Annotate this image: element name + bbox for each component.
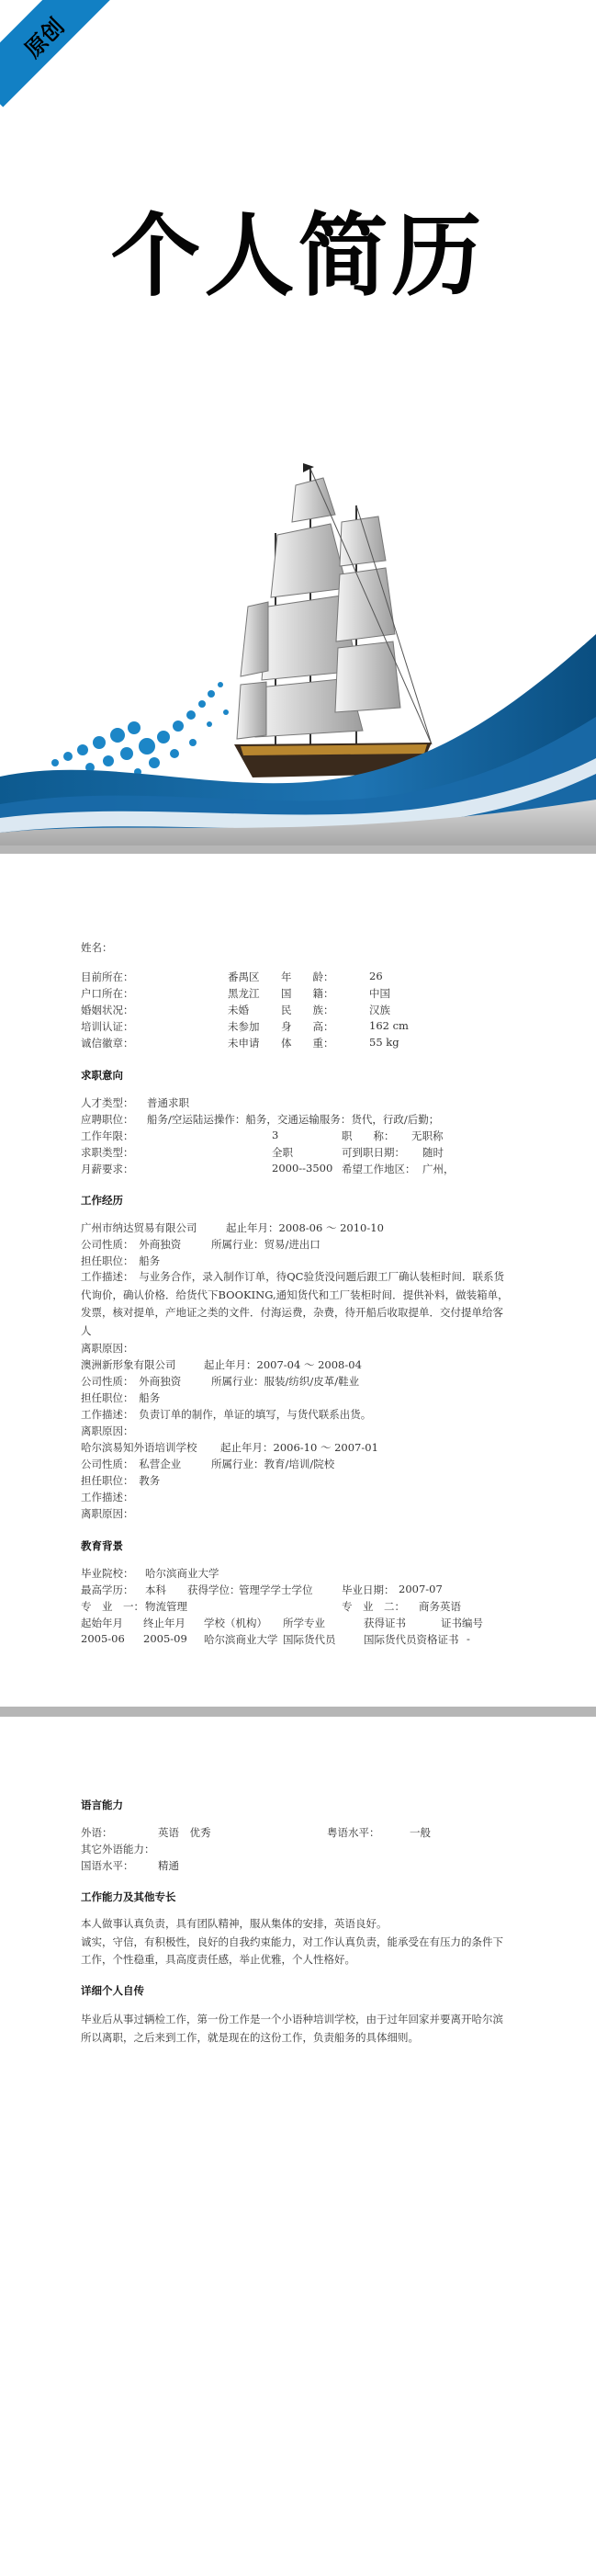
job-company: 广州市纳达贸易有限公司 [81,1221,197,1234]
page-separator [0,1707,596,1717]
cover-page [0,0,596,845]
basic-label: 身 高： [281,1020,334,1033]
intent-value: 广州， [422,1163,455,1175]
job-period: 起止年月：2008-06 ～ 2010-10 [226,1221,384,1234]
basic-value: 中国 [369,987,390,1000]
basic-value: 未申请 [228,1037,260,1050]
edu-label: 毕业日期： [342,1583,395,1596]
autobiography-text: 毕业后从事过辆检工作，第一份工作是一个小语种培训学校，由于过年回家并要离开哈尔滨所以离职，之后来到工作，就是现在的这份工作，负责船务的具体细则。 [81,2013,503,2044]
intent-label: 工作年限： [81,1129,134,1142]
basic-value: 162 cm [369,1019,409,1032]
ship-wave-illustration [0,450,596,845]
intent-value: 2000--3500 [272,1162,333,1175]
intent-label: 求职类型： [81,1146,134,1159]
intent-label: 应聘职位： [81,1113,134,1126]
lang-value: 英语 优秀 [158,1826,211,1839]
job-leave-reason: 离职原因： [81,1342,134,1355]
skills-heading: 工作能力及其他专长 [81,1890,176,1903]
lang-label: 粤语水平： [327,1826,380,1839]
intent-label: 可到职日期： [342,1146,405,1159]
edu-label: 最高学历： [81,1583,134,1596]
intent-value: 3 [272,1129,279,1141]
basic-value: 黑龙江 [228,987,260,1000]
lang-value: 精通 [158,1859,179,1872]
original-badge [0,0,113,107]
job-period: 起止年月：2006-10 ～ 2007-01 [220,1441,378,1454]
experience-heading: 工作经历 [81,1194,123,1207]
job-description: 工作描述： 与业务合作，录入制作订单，待QC验货没问题后跟工厂确认装柜时间．联系货代询价，确认价格．给货代下BOOKING,通知货代和工厂装柜时间．提供补料，做装箱单，发票，核对提单，产地证之类的文件．付海运费，杂费，待开船后收取提单．交付提单给客人 [81,1270,509,1337]
edu-col-header: 学校（机构） [204,1617,267,1629]
edu-value: 2007-07 [399,1583,443,1595]
intent-heading: 求职意向 [81,1069,123,1082]
job-position: 担任职位： 船务 [81,1391,161,1404]
job-leave-reason: 离职原因： [81,1424,134,1437]
language-heading: 语言能力 [81,1799,123,1811]
skills-text: 本人做事认真负责，具有团队精神，服从集体的安排，英语良好。 诚实，守信，有积极性，良好的自我约束能力，对工作认真负责，能承受在有压力的条件下工作，个性稳重，具高度责任感，举止优雅，个人性格好。 [81,1917,503,1966]
edu-label: 毕业院校： [81,1567,134,1580]
intent-value: 船务/空运陆运操作：船务，交通运输服务：货代，行政/后勤； [147,1113,440,1126]
edu-col-header: 终止年月 [143,1617,186,1629]
intent-label: 职 称： [342,1129,395,1142]
intent-label: 人才类型： [81,1096,134,1109]
basic-label: 国 籍： [281,987,334,1000]
edu-value: 本科 [145,1583,166,1596]
edu-col-header: 起始年月 [81,1617,123,1629]
basic-value: 26 [369,970,383,982]
edu-value: 管理学学士学位 [239,1583,313,1596]
bubble-dots [48,682,229,784]
sailing-ship [234,463,432,777]
edu-cell: 国际货代员 [283,1633,336,1646]
intent-value: 随时 [422,1146,444,1159]
basic-label: 婚姻状况： [81,1004,134,1016]
basic-value: 汉族 [369,1004,390,1016]
intent-value: 无职称 [411,1129,444,1142]
job-company: 哈尔滨易知外语培训学校 [81,1441,197,1454]
page-separator [0,845,596,854]
edu-cell: 2005-06 [81,1632,125,1645]
lang-label: 其它外语能力： [81,1843,155,1855]
edu-value: 商务英语 [419,1600,461,1613]
job-period: 起止年月：2007-04 ～ 2008-04 [204,1358,362,1371]
basic-label: 目前所在： [81,970,134,983]
job-nature: 公司性质： 外商独资 [81,1238,182,1251]
edu-col-header: 获得证书 [364,1617,406,1629]
edu-cell: 国际货代员资格证书 [364,1633,459,1646]
basic-value: 未参加 [228,1020,260,1033]
job-industry: 所属行业：服装/纺织/皮革/鞋业 [211,1375,360,1388]
name-label: 姓名： [81,941,113,954]
intent-value: 全职 [272,1146,293,1159]
intent-label: 希望工作地区： [342,1163,416,1175]
cover-title: 个人简历 [110,204,486,309]
edu-label: 获得学位： [187,1583,241,1596]
basic-label: 体 重： [281,1037,334,1050]
basic-value: 55 kg [369,1036,399,1049]
basic-label: 培训认证： [81,1020,134,1033]
job-nature: 公司性质： 私营企业 [81,1458,182,1470]
basic-label: 年 龄： [281,970,334,983]
job-nature: 公司性质： 外商独资 [81,1375,182,1388]
lang-label: 外语： [81,1826,113,1839]
edu-value: 物流管理 [145,1600,187,1613]
basic-label: 户口所在： [81,987,134,1000]
job-position: 担任职位： 船务 [81,1254,161,1267]
job-company: 澳洲新形象有限公司 [81,1358,176,1371]
job-description: 工作描述： 负责订单的制作，单证的填写，与货代联系出货。 [81,1408,372,1421]
autobiography-heading: 详细个人自传 [81,1984,144,1997]
education-heading: 教育背景 [81,1539,123,1552]
basic-value: 未婚 [228,1004,249,1016]
edu-label: 专 业 二： [342,1600,405,1613]
edu-cell: 2005-09 [143,1632,187,1645]
edu-col-header: 所学专业 [283,1617,325,1629]
job-industry: 所属行业：贸易/进出口 [211,1238,320,1251]
job-leave-reason: 离职原因： [81,1507,134,1520]
edu-label: 专 业 一： [81,1600,144,1613]
edu-cell: - [467,1632,470,1645]
lang-label: 国语水平： [81,1859,134,1872]
edu-cell: 哈尔滨商业大学 [204,1633,278,1646]
original-badge-text: 原创 [19,13,70,63]
lang-value: 一般 [410,1826,431,1839]
job-position: 担任职位： 教务 [81,1474,161,1487]
intent-value: 普通求职 [147,1096,189,1109]
edu-value: 哈尔滨商业大学 [145,1567,219,1580]
basic-value: 番禺区 [228,970,260,983]
basic-label: 诚信徽章： [81,1037,134,1050]
job-description: 工作描述： [81,1491,134,1504]
intent-label: 月薪要求： [81,1163,134,1175]
edu-col-header: 证书编号 [441,1617,483,1629]
job-industry: 所属行业：教育/培训/院校 [211,1458,335,1470]
basic-label: 民 族： [281,1004,334,1016]
